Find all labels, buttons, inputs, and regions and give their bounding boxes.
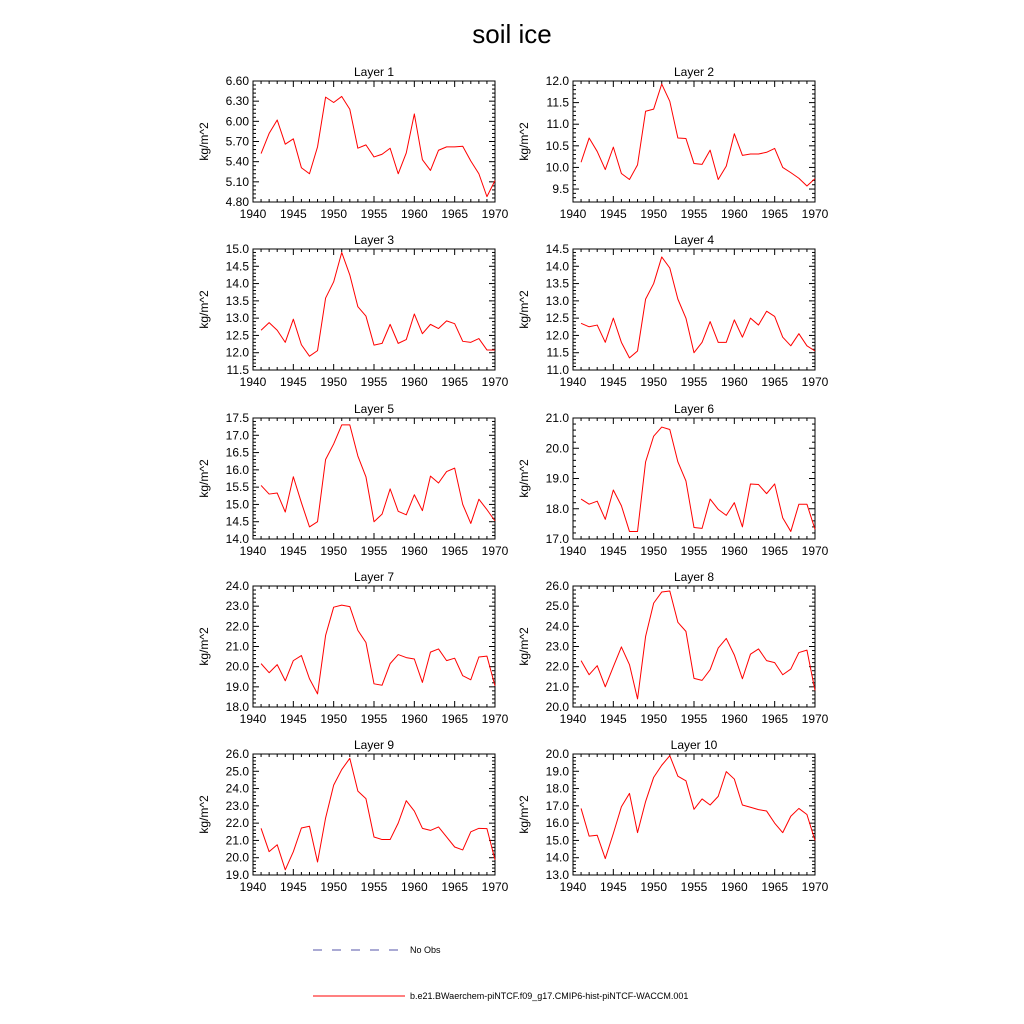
x-tick-label: 1945 xyxy=(279,712,307,726)
y-tick-label: 23.0 xyxy=(225,599,249,614)
figure-title: soil ice xyxy=(472,19,552,49)
y-tick-label: 15.0 xyxy=(225,242,249,256)
y-tick-label: 9.5 xyxy=(552,182,569,197)
series-line xyxy=(261,425,495,527)
x-tick-label: 1955 xyxy=(680,880,708,894)
y-tick-label: 14.0 xyxy=(545,850,569,865)
y-tick-label: 15.0 xyxy=(225,497,249,512)
x-tick-label: 1965 xyxy=(441,712,469,726)
y-tick-label: 16.0 xyxy=(225,462,249,477)
plot-frame xyxy=(573,81,815,202)
y-tick-label: 21.0 xyxy=(545,679,569,694)
x-tick-label: 1945 xyxy=(599,544,627,558)
y-tick-label: 20.0 xyxy=(545,747,569,761)
x-tick-label: 1950 xyxy=(320,544,348,558)
panel-layer-9 xyxy=(197,738,509,894)
x-tick-label: 1950 xyxy=(320,375,348,389)
panel-layer-1 xyxy=(197,65,509,221)
y-tick-label: 6.00 xyxy=(225,114,249,129)
y-tick-label: 17.0 xyxy=(545,798,569,813)
plot-frame xyxy=(253,754,495,875)
x-tick-label: 1940 xyxy=(239,207,267,221)
legend xyxy=(313,945,688,1001)
series-line xyxy=(261,96,495,196)
y-tick-label: 25.0 xyxy=(225,764,249,779)
x-tick-label: 1945 xyxy=(279,880,307,894)
y-tick-label: 4.80 xyxy=(225,195,249,209)
panels xyxy=(197,65,829,894)
x-tick-label: 1970 xyxy=(801,207,829,221)
x-tick-label: 1945 xyxy=(599,207,627,221)
plot-frame xyxy=(253,249,495,370)
x-tick-label: 1945 xyxy=(599,880,627,894)
y-tick-label: 11.0 xyxy=(546,363,569,377)
y-tick-label: 16.5 xyxy=(225,445,249,460)
x-tick-label: 1960 xyxy=(400,712,428,726)
panel-title: Layer 9 xyxy=(353,738,395,752)
x-tick-label: 1950 xyxy=(640,544,668,558)
x-tick-label: 1955 xyxy=(360,544,388,558)
y-tick-label: 12.0 xyxy=(225,345,249,360)
plot-frame xyxy=(573,586,815,707)
x-tick-label: 1955 xyxy=(360,375,388,389)
y-tick-label: 22.0 xyxy=(225,619,249,634)
x-tick-label: 1960 xyxy=(400,880,428,894)
x-tick-label: 1945 xyxy=(599,375,627,389)
x-tick-label: 1960 xyxy=(720,712,748,726)
x-tick-label: 1965 xyxy=(441,544,469,558)
x-tick-label: 1950 xyxy=(320,880,348,894)
y-tick-label: 5.70 xyxy=(225,134,249,149)
y-axis-title: kg/m^2 xyxy=(517,290,531,329)
x-tick-label: 1950 xyxy=(640,207,668,221)
x-tick-label: 1945 xyxy=(279,375,307,389)
y-tick-label: 11.0 xyxy=(546,117,569,132)
x-tick-label: 1955 xyxy=(360,207,388,221)
y-axis-title: kg/m^2 xyxy=(197,627,211,666)
y-tick-label: 15.0 xyxy=(545,833,569,848)
panel-title: Layer 1 xyxy=(353,65,395,79)
x-tick-label: 1940 xyxy=(559,712,587,726)
y-tick-label: 25.0 xyxy=(545,599,569,614)
y-tick-label: 19.0 xyxy=(225,679,249,694)
y-axis-title: kg/m^2 xyxy=(517,459,531,498)
series-line xyxy=(581,257,815,358)
x-tick-label: 1965 xyxy=(441,880,469,894)
y-tick-label: 17.5 xyxy=(225,411,249,425)
y-tick-label: 5.40 xyxy=(225,154,249,169)
x-tick-label: 1960 xyxy=(720,375,748,389)
panel-layer-5 xyxy=(197,402,509,558)
x-tick-label: 1960 xyxy=(720,880,748,894)
y-tick-label: 18.0 xyxy=(545,781,569,796)
legend-label: No Obs xyxy=(410,945,441,955)
x-tick-label: 1960 xyxy=(720,544,748,558)
x-tick-label: 1940 xyxy=(559,880,587,894)
y-tick-label: 14.0 xyxy=(225,532,249,546)
panel-layer-10 xyxy=(517,738,829,894)
x-tick-label: 1945 xyxy=(279,207,307,221)
x-tick-label: 1950 xyxy=(640,375,668,389)
y-tick-label: 20.0 xyxy=(225,850,249,865)
panel-title: Layer 5 xyxy=(353,402,395,416)
y-tick-label: 18.0 xyxy=(545,501,569,516)
x-tick-label: 1955 xyxy=(680,712,708,726)
x-tick-label: 1940 xyxy=(239,712,267,726)
x-tick-label: 1965 xyxy=(761,375,789,389)
y-tick-label: 6.60 xyxy=(225,74,249,88)
x-tick-label: 1970 xyxy=(481,207,509,221)
x-tick-label: 1960 xyxy=(720,207,748,221)
y-tick-label: 13.0 xyxy=(545,868,569,882)
y-axis-title: kg/m^2 xyxy=(197,459,211,498)
x-tick-label: 1940 xyxy=(559,207,587,221)
series-line xyxy=(581,591,815,699)
x-tick-label: 1960 xyxy=(400,207,428,221)
x-tick-label: 1955 xyxy=(680,207,708,221)
y-tick-label: 11.5 xyxy=(546,95,569,110)
y-tick-label: 14.0 xyxy=(545,259,569,274)
y-tick-label: 21.0 xyxy=(545,411,569,425)
series-line xyxy=(261,605,495,694)
y-tick-label: 13.5 xyxy=(545,276,569,291)
x-tick-label: 1970 xyxy=(481,712,509,726)
y-tick-label: 11.5 xyxy=(226,363,249,377)
panel-title: Layer 6 xyxy=(673,402,715,416)
y-tick-label: 19.0 xyxy=(545,764,569,779)
y-tick-label: 12.0 xyxy=(545,328,569,343)
y-tick-label: 14.5 xyxy=(225,259,249,274)
y-tick-label: 6.30 xyxy=(225,94,249,109)
panel-layer-7 xyxy=(197,570,509,726)
x-tick-label: 1965 xyxy=(441,207,469,221)
y-tick-label: 24.0 xyxy=(545,619,569,634)
y-axis-title: kg/m^2 xyxy=(517,122,531,161)
x-tick-label: 1950 xyxy=(640,712,668,726)
y-tick-label: 24.0 xyxy=(225,781,249,796)
panel-layer-2 xyxy=(517,65,829,221)
y-tick-label: 11.5 xyxy=(546,345,569,360)
panel-title: Layer 2 xyxy=(673,65,715,79)
y-tick-label: 12.0 xyxy=(545,74,569,88)
y-tick-label: 19.0 xyxy=(545,471,569,486)
y-tick-label: 21.0 xyxy=(225,639,249,654)
y-tick-label: 26.0 xyxy=(545,579,569,593)
x-tick-label: 1970 xyxy=(481,375,509,389)
x-tick-label: 1955 xyxy=(680,375,708,389)
panel-title: Layer 7 xyxy=(353,570,395,584)
y-tick-label: 24.0 xyxy=(225,579,249,593)
y-tick-label: 13.5 xyxy=(225,293,249,308)
y-tick-label: 20.0 xyxy=(545,441,569,456)
y-tick-label: 12.5 xyxy=(545,311,569,326)
x-tick-label: 1965 xyxy=(761,207,789,221)
x-tick-label: 1945 xyxy=(599,712,627,726)
y-axis-title: kg/m^2 xyxy=(517,795,531,834)
y-tick-label: 14.5 xyxy=(545,242,569,256)
x-tick-label: 1940 xyxy=(239,880,267,894)
panel-title: Layer 3 xyxy=(353,233,395,247)
y-tick-label: 17.0 xyxy=(545,532,569,546)
y-tick-label: 23.0 xyxy=(225,798,249,813)
y-axis-title: kg/m^2 xyxy=(197,122,211,161)
y-tick-label: 21.0 xyxy=(225,833,249,848)
plot-frame xyxy=(573,418,815,539)
y-tick-label: 14.0 xyxy=(225,276,249,291)
series-line xyxy=(581,427,815,531)
x-tick-label: 1960 xyxy=(400,544,428,558)
x-tick-label: 1970 xyxy=(481,544,509,558)
y-tick-label: 23.0 xyxy=(545,639,569,654)
x-tick-label: 1940 xyxy=(559,375,587,389)
y-axis-title: kg/m^2 xyxy=(197,795,211,834)
panel-layer-3 xyxy=(197,233,509,389)
y-axis-title: kg/m^2 xyxy=(197,290,211,329)
plot-frame xyxy=(253,586,495,707)
x-tick-label: 1940 xyxy=(239,544,267,558)
x-tick-label: 1970 xyxy=(801,880,829,894)
x-tick-label: 1965 xyxy=(761,544,789,558)
series-line xyxy=(581,756,815,859)
y-tick-label: 19.0 xyxy=(225,868,249,882)
x-tick-label: 1940 xyxy=(239,375,267,389)
x-tick-label: 1950 xyxy=(640,880,668,894)
y-tick-label: 10.0 xyxy=(545,160,569,175)
x-tick-label: 1970 xyxy=(801,544,829,558)
legend-label: b.e21.BWaerchem-piNTCF.f09_g17.CMIP6-hist-piNTCF-WACCM.001 xyxy=(410,991,689,1001)
panel-layer-4 xyxy=(517,233,829,389)
panel-title: Layer 10 xyxy=(670,738,718,752)
series-line xyxy=(581,84,815,186)
y-tick-label: 20.0 xyxy=(545,700,569,714)
plot-frame xyxy=(573,754,815,875)
y-tick-label: 10.5 xyxy=(545,138,569,153)
panel-title: Layer 4 xyxy=(673,233,715,247)
x-tick-label: 1965 xyxy=(441,375,469,389)
y-tick-label: 12.5 xyxy=(225,328,249,343)
x-tick-label: 1955 xyxy=(360,880,388,894)
x-tick-label: 1970 xyxy=(481,880,509,894)
y-tick-label: 22.0 xyxy=(545,659,569,674)
panel-layer-8 xyxy=(517,570,829,726)
y-tick-label: 26.0 xyxy=(225,747,249,761)
x-tick-label: 1955 xyxy=(680,544,708,558)
panel-layer-6 xyxy=(517,402,829,558)
panel-title: Layer 8 xyxy=(673,570,715,584)
x-tick-label: 1940 xyxy=(559,544,587,558)
x-tick-label: 1945 xyxy=(279,544,307,558)
y-tick-label: 13.0 xyxy=(545,293,569,308)
y-tick-label: 17.0 xyxy=(225,428,249,443)
y-tick-label: 15.5 xyxy=(225,480,249,495)
y-tick-label: 5.10 xyxy=(225,174,249,189)
y-tick-label: 20.0 xyxy=(225,659,249,674)
x-tick-label: 1955 xyxy=(360,712,388,726)
x-tick-label: 1970 xyxy=(801,375,829,389)
x-tick-label: 1965 xyxy=(761,712,789,726)
series-line xyxy=(261,758,495,869)
y-tick-label: 18.0 xyxy=(225,700,249,714)
y-tick-label: 22.0 xyxy=(225,816,249,831)
x-tick-label: 1970 xyxy=(801,712,829,726)
y-tick-label: 13.0 xyxy=(225,311,249,326)
x-tick-label: 1965 xyxy=(761,880,789,894)
x-tick-label: 1950 xyxy=(320,712,348,726)
series-line xyxy=(261,252,495,356)
x-tick-label: 1950 xyxy=(320,207,348,221)
y-tick-label: 14.5 xyxy=(225,514,249,529)
y-axis-title: kg/m^2 xyxy=(517,627,531,666)
x-tick-label: 1960 xyxy=(400,375,428,389)
y-tick-label: 16.0 xyxy=(545,816,569,831)
